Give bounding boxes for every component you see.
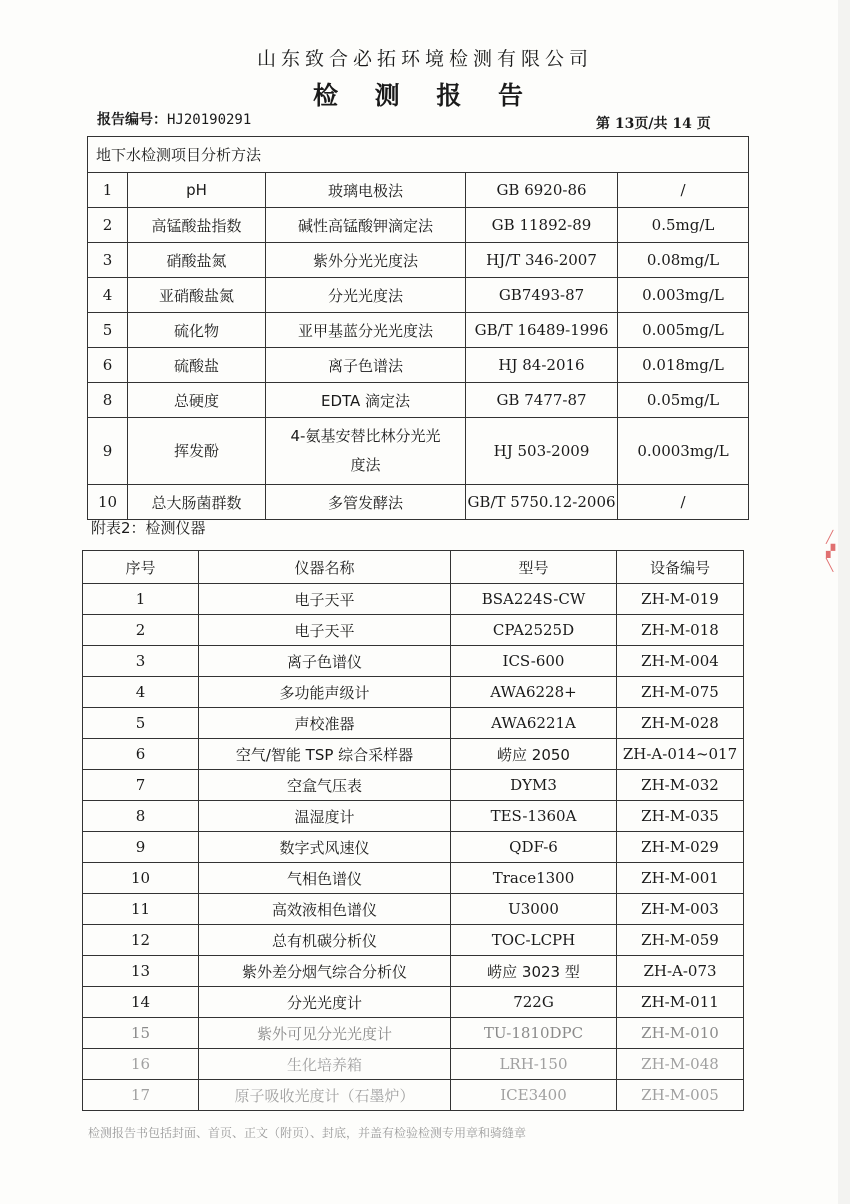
table-row	[83, 1018, 744, 1049]
row-limit: 0.003mg/L	[618, 278, 749, 313]
row-standard: GB7493-87	[466, 278, 618, 313]
row-no: 5	[88, 313, 128, 348]
row-item: 亚硝酸盐氮	[128, 278, 266, 313]
row-no: 4	[83, 677, 199, 708]
row-limit: 0.005mg/L	[618, 313, 749, 348]
footer-note: 检测报告书包括封面、首页、正文（附页）、封底，并盖有检验检测专用章和骑缝章	[88, 1126, 527, 1140]
row-name: 离子色谱仪	[199, 646, 451, 677]
row-code: ZH-M-001	[617, 863, 744, 894]
report-number-value: HJ20190291	[167, 112, 252, 128]
table-row	[88, 348, 749, 383]
row-standard: GB 6920-86	[466, 173, 618, 208]
row-name: 原子吸收光度计（石墨炉）	[199, 1080, 451, 1111]
table-row	[83, 894, 744, 925]
table-row	[88, 208, 749, 243]
row-item: 硝酸盐氮	[128, 243, 266, 278]
row-name: 紫外可见分光光度计	[199, 1018, 451, 1049]
table-row	[88, 313, 749, 348]
row-model: AWA6221A	[451, 708, 617, 739]
row-model: CPA2525D	[451, 615, 617, 646]
row-name: 空盒气压表	[199, 770, 451, 801]
header-name: 仪器名称	[199, 551, 451, 584]
row-no: 8	[83, 801, 199, 832]
row-no: 3	[83, 646, 199, 677]
row-no: 7	[83, 770, 199, 801]
row-method: 碱性高锰酸钾滴定法	[266, 208, 466, 243]
row-model: QDF-6	[451, 832, 617, 863]
row-code: ZH-M-010	[617, 1018, 744, 1049]
row-no: 1	[83, 584, 199, 615]
row-name: 空气/智能 TSP 综合采样器	[199, 739, 451, 770]
row-standard: GB/T 5750.12-2006	[466, 485, 618, 520]
row-standard: GB/T 16489-1996	[466, 313, 618, 348]
header-no: 序号	[83, 551, 199, 584]
row-code: ZH-A-014~017	[617, 739, 744, 770]
row-standard: GB 7477-87	[466, 383, 618, 418]
table-row	[88, 278, 749, 313]
row-model: U3000	[451, 894, 617, 925]
row-code: ZH-M-032	[617, 770, 744, 801]
row-limit: 0.05mg/L	[618, 383, 749, 418]
seal-fragment: ╱ ▞ ╲	[826, 530, 836, 572]
table-row	[83, 832, 744, 863]
row-no: 1	[88, 173, 128, 208]
row-model: LRH-150	[451, 1049, 617, 1080]
row-method: 分光光度法	[266, 278, 466, 313]
row-code: ZH-M-059	[617, 925, 744, 956]
row-no: 5	[83, 708, 199, 739]
row-standard: GB 11892-89	[466, 208, 618, 243]
methods-section-row	[88, 137, 749, 173]
row-no: 2	[88, 208, 128, 243]
row-code: ZH-M-005	[617, 1080, 744, 1111]
row-method: EDTA 滴定法	[266, 383, 466, 418]
row-no: 15	[83, 1018, 199, 1049]
table-row	[83, 801, 744, 832]
row-name: 分光光度计	[199, 987, 451, 1018]
report-number-label: 报告编号：	[97, 112, 167, 128]
instruments-header-row	[83, 551, 744, 584]
row-code: ZH-M-075	[617, 677, 744, 708]
scan-edge	[838, 0, 850, 1204]
row-item: 硫化物	[128, 313, 266, 348]
row-name: 紫外差分烟气综合分析仪	[199, 956, 451, 987]
row-no: 12	[83, 925, 199, 956]
row-no: 4	[88, 278, 128, 313]
row-no: 6	[83, 739, 199, 770]
methods-table	[87, 136, 749, 520]
row-name: 电子天平	[199, 584, 451, 615]
row-model: DYM3	[451, 770, 617, 801]
row-method: 多管发酵法	[266, 485, 466, 520]
row-no: 16	[83, 1049, 199, 1080]
row-no: 11	[83, 894, 199, 925]
table-row	[83, 615, 744, 646]
row-name: 高效液相色谱仪	[199, 894, 451, 925]
row-code: ZH-M-019	[617, 584, 744, 615]
table-row	[83, 739, 744, 770]
row-no: 17	[83, 1080, 199, 1111]
row-standard: HJ 503-2009	[466, 418, 618, 485]
row-model: TES-1360A	[451, 801, 617, 832]
row-model: Trace1300	[451, 863, 617, 894]
row-item: 高锰酸盐指数	[128, 208, 266, 243]
row-no: 13	[83, 956, 199, 987]
row-no: 14	[83, 987, 199, 1018]
row-code: ZH-M-003	[617, 894, 744, 925]
row-code: ZH-M-029	[617, 832, 744, 863]
row-method: 紫外分光光度法	[266, 243, 466, 278]
row-limit: /	[618, 485, 749, 520]
row-name: 气相色谱仪	[199, 863, 451, 894]
row-no: 6	[88, 348, 128, 383]
row-method	[266, 418, 466, 485]
row-no: 8	[88, 383, 128, 418]
header-code: 设备编号	[617, 551, 744, 584]
row-item: 硫酸盐	[128, 348, 266, 383]
row-code: ZH-M-018	[617, 615, 744, 646]
row-code: ZH-M-004	[617, 646, 744, 677]
row-no: 10	[83, 863, 199, 894]
methods-section-title: 地下水检测项目分析方法	[88, 137, 749, 173]
row-code: ZH-M-048	[617, 1049, 744, 1080]
row-method: 玻璃电极法	[266, 173, 466, 208]
row-item: pH	[128, 173, 266, 208]
table-row	[83, 770, 744, 801]
row-model: 崂应 3023 型	[451, 956, 617, 987]
row-code: ZH-M-011	[617, 987, 744, 1018]
row-method: 亚甲基蓝分光光度法	[266, 313, 466, 348]
row-method: 离子色谱法	[266, 348, 466, 383]
instruments-table	[82, 550, 744, 1111]
row-item: 总大肠菌群数	[128, 485, 266, 520]
row-method-line1: 4-氨基安替比林分光光	[290, 427, 441, 445]
table-row	[83, 677, 744, 708]
row-model: 崂应 2050	[451, 739, 617, 770]
row-model: TU-1810DPC	[451, 1018, 617, 1049]
instruments-caption: 附表2：检测仪器	[91, 519, 206, 537]
row-method-line2: 度法	[350, 456, 381, 474]
page-info: 第 13页/共 14 页	[596, 116, 711, 132]
table-row	[83, 708, 744, 739]
company-name: 山东致合必拓环境检测有限公司	[256, 48, 593, 70]
row-limit: 0.018mg/L	[618, 348, 749, 383]
table-row	[83, 646, 744, 677]
table-row	[83, 584, 744, 615]
row-code: ZH-A-073	[617, 956, 744, 987]
table-row	[83, 956, 744, 987]
table-row	[83, 987, 744, 1018]
table-row	[83, 1049, 744, 1080]
row-name: 生化培养箱	[199, 1049, 451, 1080]
table-row	[83, 1080, 744, 1111]
row-name: 声校准器	[199, 708, 451, 739]
row-no: 3	[88, 243, 128, 278]
row-standard: HJ 84-2016	[466, 348, 618, 383]
row-limit: 0.5mg/L	[618, 208, 749, 243]
row-model: TOC-LCPH	[451, 925, 617, 956]
row-no: 2	[83, 615, 199, 646]
table-row	[88, 243, 749, 278]
row-standard: HJ/T 346-2007	[466, 243, 618, 278]
table-row	[88, 418, 749, 485]
row-code: ZH-M-035	[617, 801, 744, 832]
row-limit: 0.0003mg/L	[618, 418, 749, 485]
row-model: ICE3400	[451, 1080, 617, 1111]
row-no: 9	[83, 832, 199, 863]
table-row	[83, 863, 744, 894]
row-model: ICS-600	[451, 646, 617, 677]
row-name: 数字式风速仪	[199, 832, 451, 863]
row-name: 温湿度计	[199, 801, 451, 832]
report-number	[97, 109, 251, 129]
row-code: ZH-M-028	[617, 708, 744, 739]
report-title: 检 测 报 告	[312, 81, 538, 110]
row-name: 多功能声级计	[199, 677, 451, 708]
row-model: 722G	[451, 987, 617, 1018]
row-limit: /	[618, 173, 749, 208]
table-row	[88, 383, 749, 418]
table-row	[88, 173, 749, 208]
row-name: 总有机碳分析仪	[199, 925, 451, 956]
row-item: 总硬度	[128, 383, 266, 418]
row-no: 9	[88, 418, 128, 485]
row-no: 10	[88, 485, 128, 520]
table-row	[88, 485, 749, 520]
row-item: 挥发酚	[128, 418, 266, 485]
row-limit: 0.08mg/L	[618, 243, 749, 278]
row-model: AWA6228+	[451, 677, 617, 708]
table-row	[83, 925, 744, 956]
header-model: 型号	[451, 551, 617, 584]
row-model: BSA224S-CW	[451, 584, 617, 615]
row-name: 电子天平	[199, 615, 451, 646]
